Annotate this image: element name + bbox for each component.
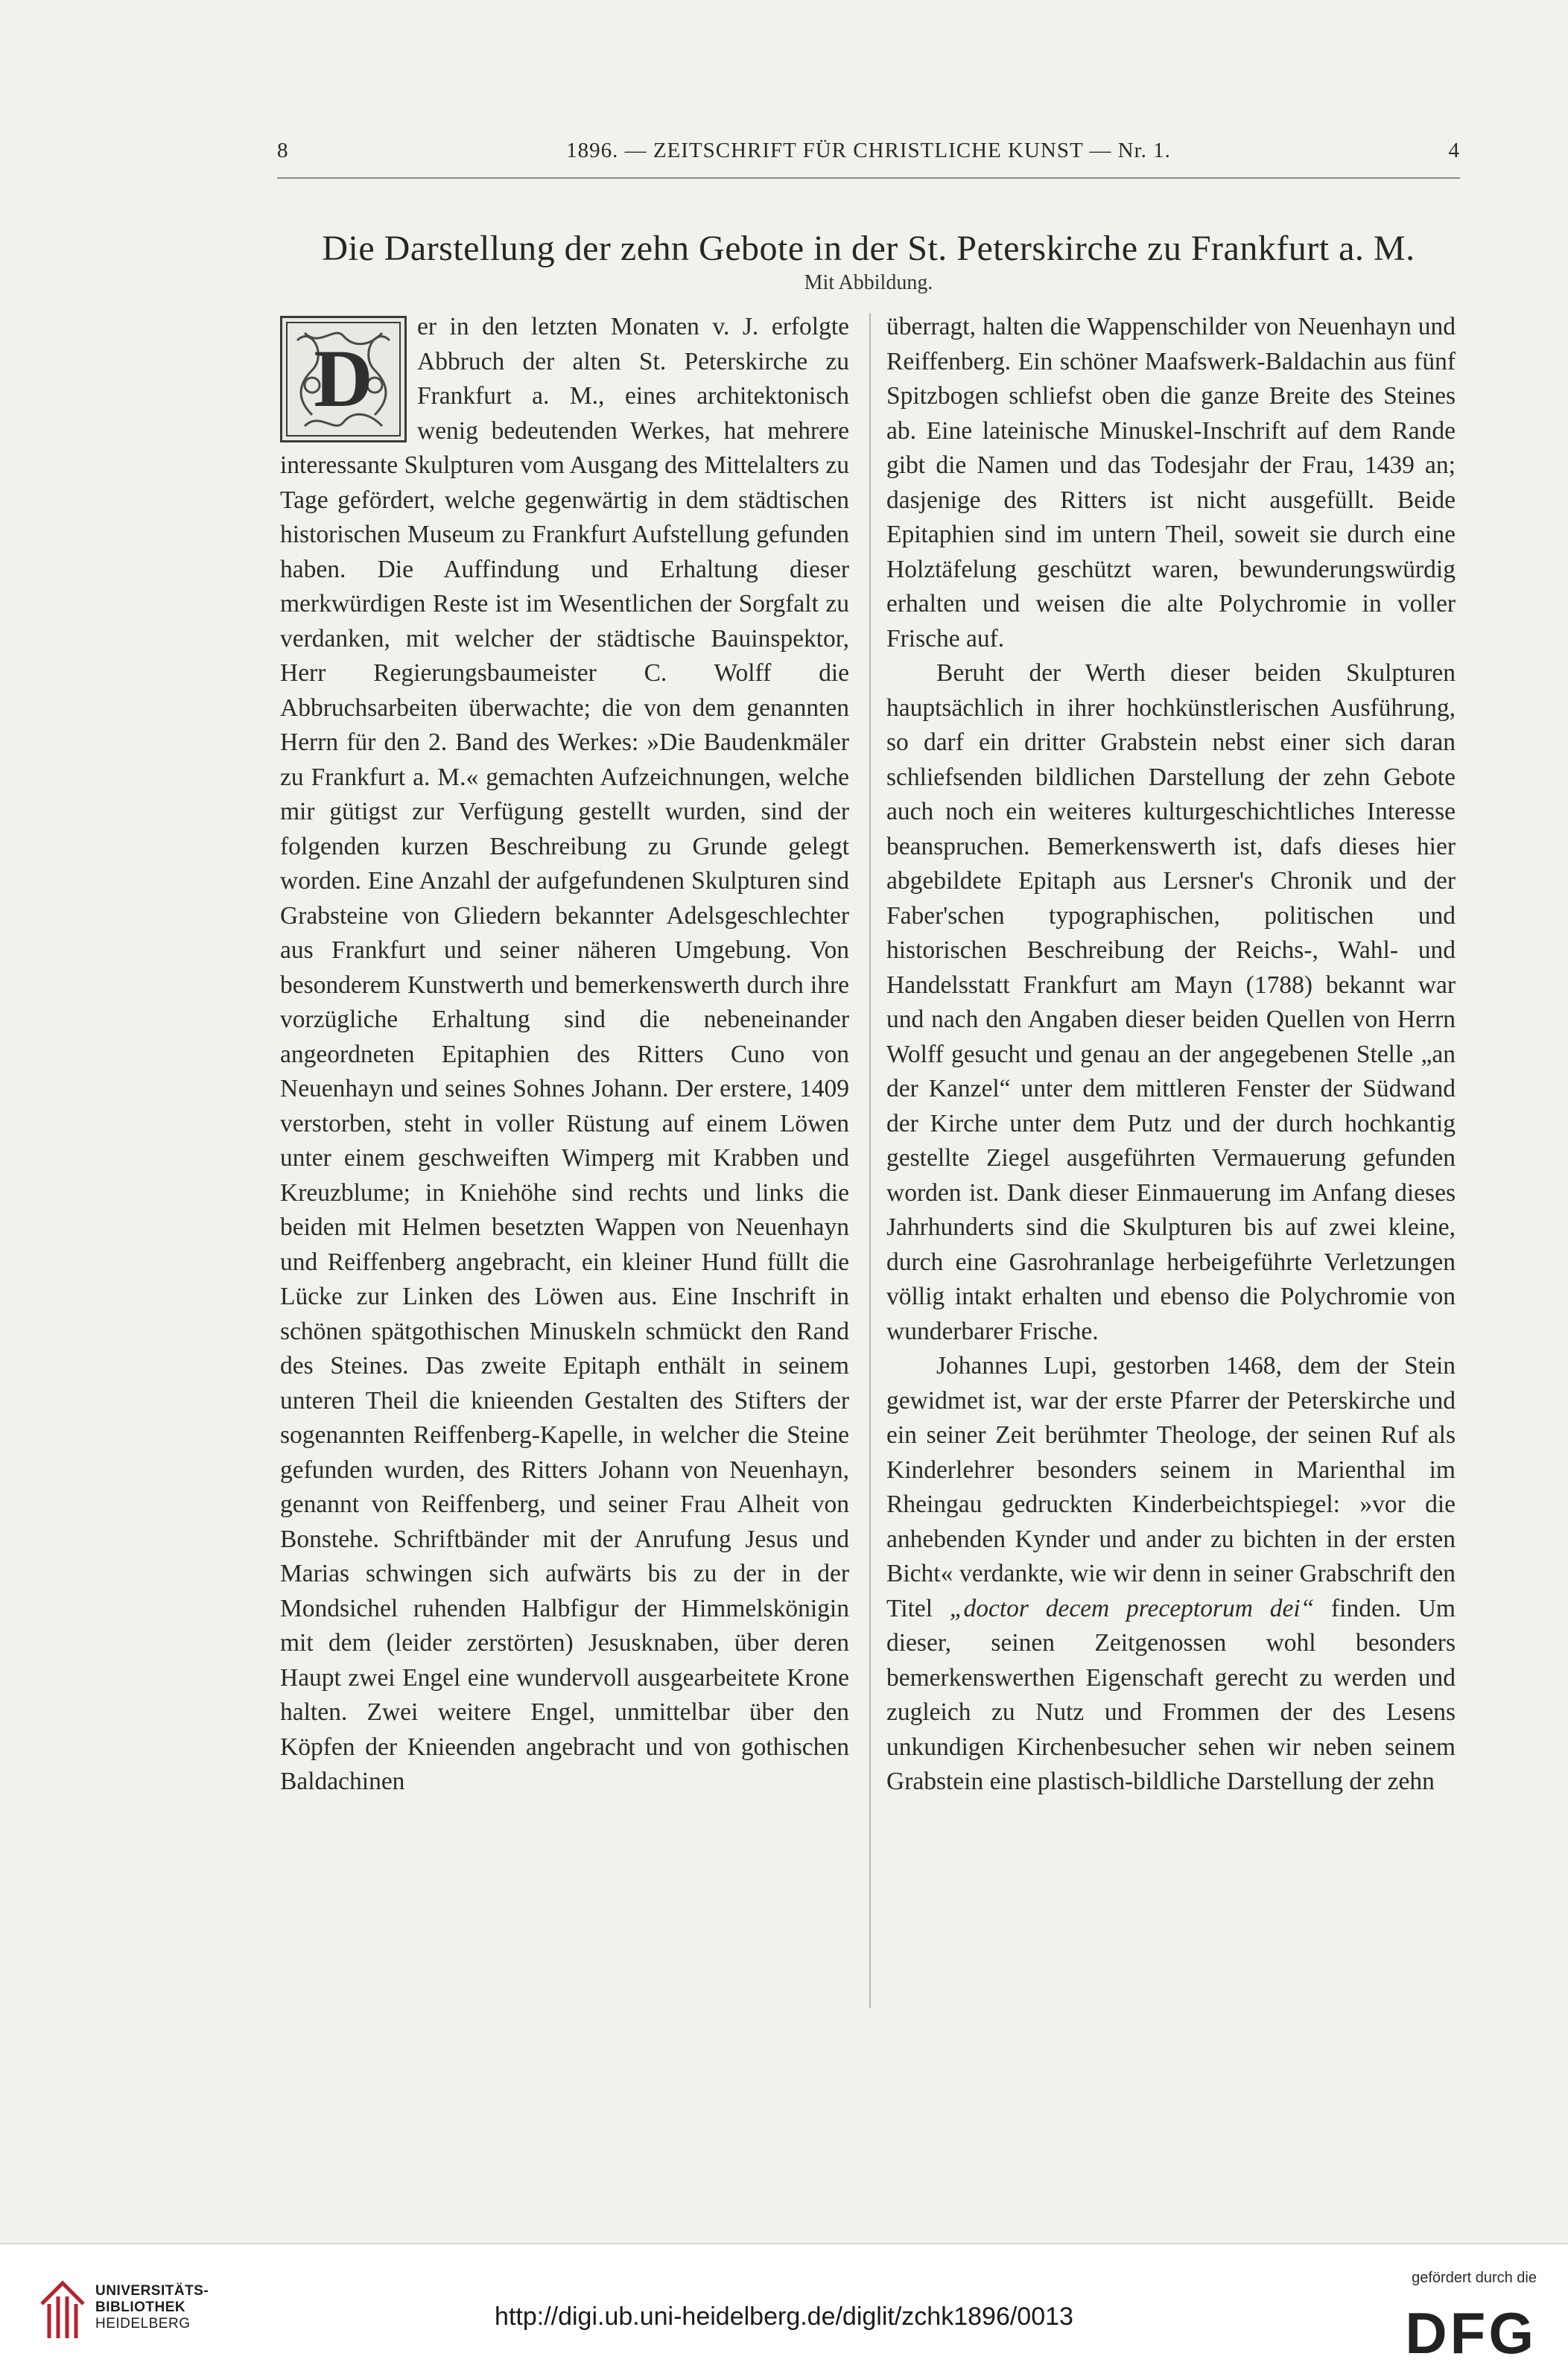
left-column — [280, 310, 849, 1800]
library-name: UNIVERSITÄTS- BIBLIOTHEK HEIDELBERG — [95, 2283, 209, 2332]
running-title: 1896. — ZEITSCHRIFT FÜR CHRISTLICHE KUNST — Nr. 1. — [566, 139, 1171, 162]
ornament-icon — [282, 318, 404, 440]
running-header — [277, 139, 1460, 176]
footer-bar — [0, 2244, 1568, 2368]
ornamental-initial — [280, 316, 407, 442]
right-column — [886, 310, 1456, 1800]
funding-note: gefördert durch die — [1412, 2270, 1537, 2286]
left-column-paragraph: er in den letzten Monaten v. J. erfolgte Abbruch der alten St. Peterskirche zu Frankfurt a. M., eines architektonisch wenig bedeutenden Werkes, hat mehrere interessante Skulpturen vom Ausgang des Mittelalters zu Tage gefördert, welche gegenwärtig in dem städtischen historischen Museum zu Frankfurt Aufstellung gefunden haben. Die Auffindung und Erhaltung dieser merkwürdigen Reste ist im Wesentlichen der Sorgfalt zu verdanken, mit welcher der städtische Bauinspektor, Herr Regierungsbaumeister C. Wolff die Abbruchsarbeiten überwachte; die von dem genannten Herrn für den 2. Band des Werkes: »Die Baudenkmäler zu Frankfurt a. M.« gemachten Aufzeichnungen, welche mir gütigst zur Verfügung gestellt wurden, sind der folgenden kurzen Beschreibung zu Grunde gelegt worden. Eine Anzahl der aufgefundenen Skulpturen sind Grabsteine von Gliedern bekannter Adelsgeschlechter aus Frankfurt und seiner näheren Umgebung. Von besonderem Kunstwerth und bemerkenswerth durch ihre vorzügliche Erhaltung sind die nebeneinander angeordneten Epitaphien des Ritters Cuno von Neuenhayn und seines Sohnes Johann. Der erstere, 1409 verstorben, steht in voller Rüstung auf einem Löwen unter einem geschweiften Wimperg mit Krabben und Kreuzblume; in Kniehöhe sind rechts und links die beiden mit Helmen besetzten Wappen von Neuenhayn und Reiffenberg angebracht, ein kleiner Hund füllt die Lücke zur Linken des Löwen aus. Eine Inschrift in schönen spätgothischen Minuskeln schmückt den Rand des Steines. Das zweite Epitaph enthält in seinem unteren Theil die knieenden Gestalten des Stifters der sogenannten Reiffenberg-Kapelle, in welcher die Steine gefunden wurden, des Ritters Johann von Neuenhayn, genannt von Reiffenberg, und seiner Frau Alheit von Bonstehe. Schriftbänder mit der Anrufung Jesus und Marias schwingen sich aufwärts bis zu der in der Mondsichel ruhenden Halbfigur der Himmelskönigin mit dem (leider zerstörten) Jesusknaben, über deren Haupt zwei Engel eine wundervoll ausgearbeitete Krone halten. Zwei weitere Engel, unmittelbar über den Köpfen der Knieenden angebracht und von gothischen Baldachinen — [280, 313, 849, 1795]
p3-text-before: Johannes Lupi, gestorben 1468, dem der Stein gewidmet ist, war der erste Pfarrer der Peterskirche und ein seiner Zeit berühmter Theologe, der seinen Ruf als Kinderlehrer besonders seinem in Marienthal im Rheingau gedruckten Kinderbeichtspiegel: »vor die anhebenden Kynder und ander zu bichten in der ersten Bicht« verdankte, wie wir denn in seiner Grabschrift den Titel — [886, 1352, 1456, 1622]
svg-text:D: D — [314, 333, 373, 424]
right-paragraph-3 — [886, 1349, 1456, 1800]
article-subtitle: Mit Abbildung. — [804, 271, 933, 294]
article-title: Die Darstellung der zehn Gebote in der St. Peterskirche zu Frankfurt a. M. — [322, 229, 1415, 268]
dfg-logo: DFG — [1405, 2300, 1537, 2366]
permalink-url[interactable]: http://digi.ub.uni-heidelberg.de/diglit/zchk1896/0013 — [495, 2302, 1073, 2331]
right-paragraph-2: Beruht der Werth dieser beiden Skulpturen hauptsächlich in ihrer hochkünstlerischen Ausführung, so darf ein dritter Grabstein nebst einer sich daran schliefsenden bildlichen Darstellung der zehn Gebote auch noch ein weiteres kulturgeschichtliches Interesse beanspruchen. Bemerkenswerth ist, dafs dieses hier abgebildete Epitaph aus Lersner's Chronik und der Faber'schen typographischen, politischen und historischen Beschreibung der Reichs-, Wahl- und Handelsstatt Frankfurt am Mayn (1788) bekannt war und nach den Angaben dieser beiden Quellen von Herrn Wolff gesucht und genau an der angegebenen Stelle „an der Kanzel“ unter dem mittleren Fenster der Südwand der Kirche unter dem Putz und der durch hochkantig gestellte Ziegel ausgeführten Vermauerung gefunden worden ist. Dank dieser Einmauerung im Anfang dieses Jahrhunderts sind die Skulpturen bis auf zwei kleine, durch eine Gasrohranlage herbeigeführte Verletzungen völlig intakt erhalten und ebenso die Polychromie von wunderbarer Frische. — [886, 659, 1456, 1345]
page-number-left: 8 — [277, 139, 289, 162]
right-paragraph-1: überragt, halten die Wappenschilder von Neuenhayn und Reiffenberg. Ein schöner Maafswerk-Baldachin aus fünf Spitzbogen schliefst oben die ganze Breite des Steines ab. Eine lateinische Minuskel-Inschrift auf dem Rande gibt die Namen und das Todesjahr der Frau, 1439 an; dasjenige des Ritters ist nicht ausgefüllt. Beide Epitaphien sind im untern Theil, soweit sie durch eine Holztäfelung geschützt waren, bewunderungswürdig erhalten und weisen die alte Polychromie in voller Frische auf. — [886, 313, 1456, 653]
page-number-right: 4 — [1448, 139, 1460, 162]
p3-text-after: finden. Um dieser, seinen Zeitgenossen wohl besonders bemerkenswerthen Eigenschaft gerecht zu werden und zugleich zu Nutz und Frommen der des Lesens unkundigen Kirchenbesucher sehen wir neben seinem Grabstein eine plastisch-bildliche Darstellung der zehn — [886, 1594, 1456, 1795]
column-divider — [869, 313, 871, 2008]
p3-latin-title: „doctor decem preceptorum dei“ — [949, 1594, 1315, 1622]
header-rule — [277, 177, 1460, 179]
